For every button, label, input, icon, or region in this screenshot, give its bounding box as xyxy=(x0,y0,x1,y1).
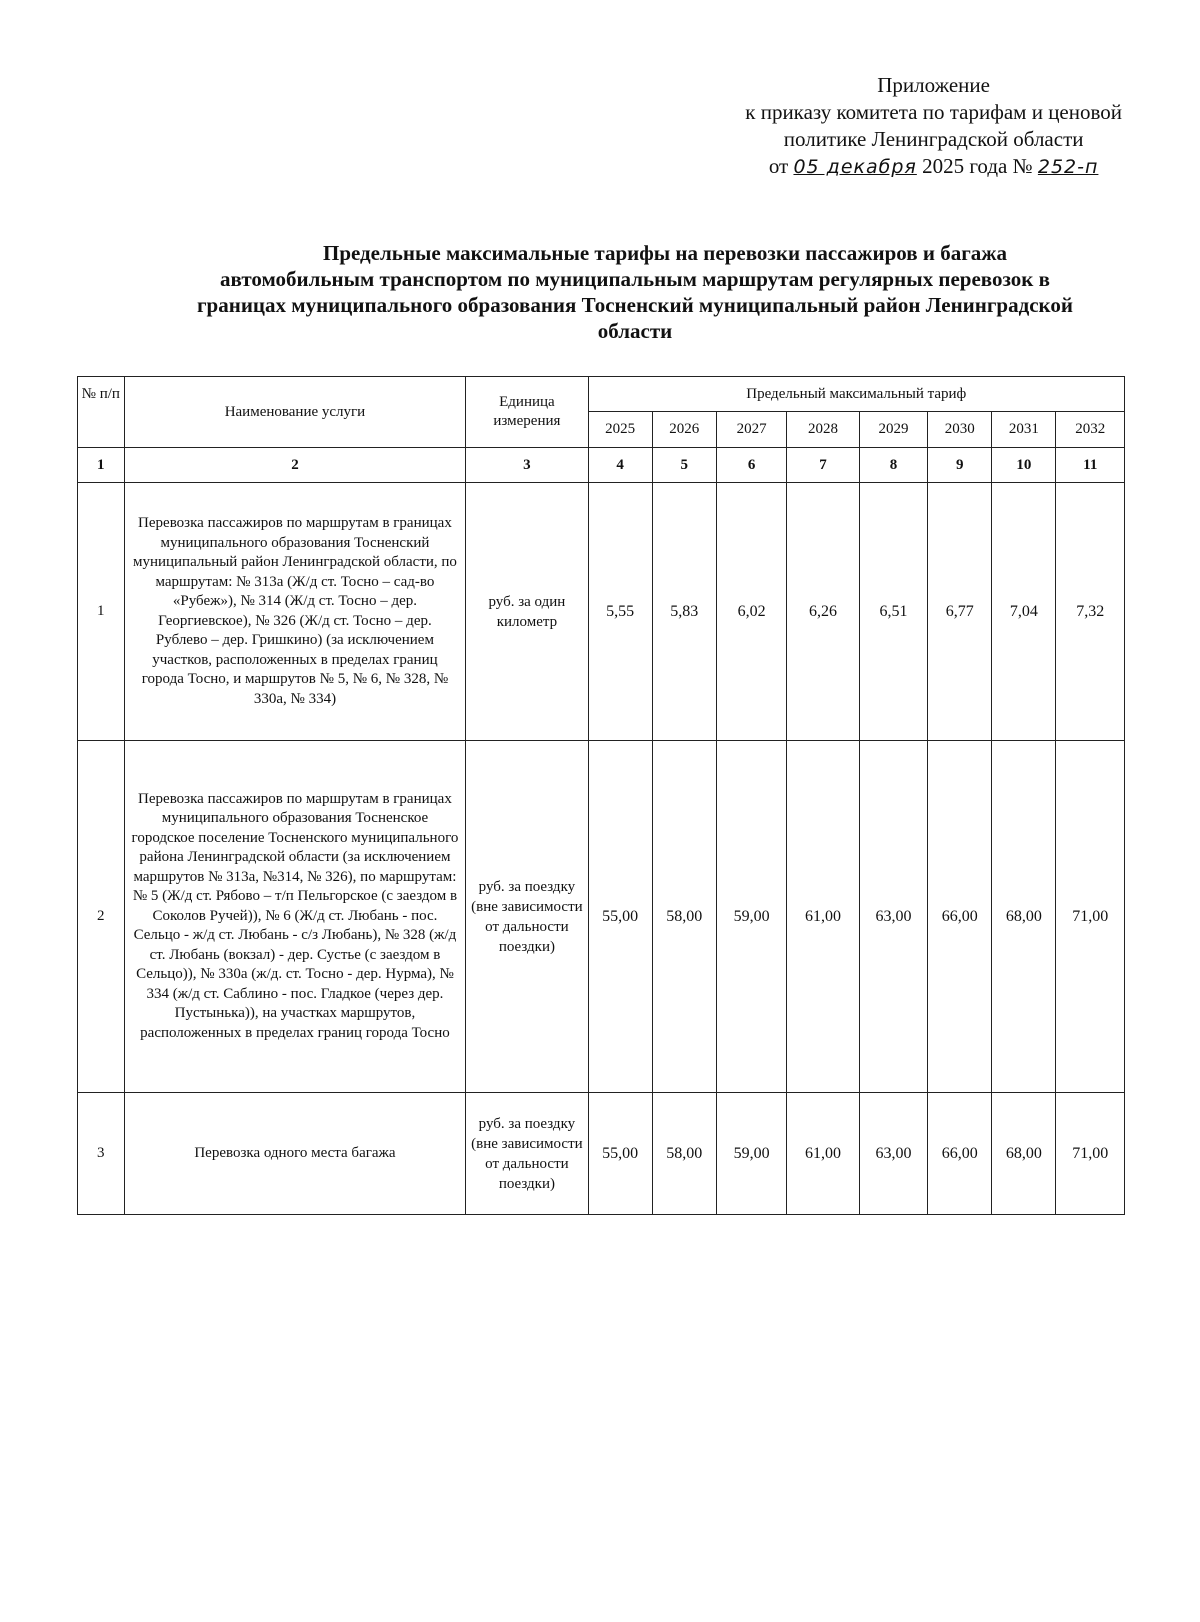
column-number: 3 xyxy=(466,448,588,483)
tariff-value: 6,02 xyxy=(716,483,786,741)
tariff-value: 5,55 xyxy=(588,483,652,741)
title-line-3: границах муниципального образования Тосненский муниципальный район Ленинградской xyxy=(197,293,1073,317)
year-text: 2025 года № xyxy=(922,154,1033,178)
header-row-1 xyxy=(78,377,1125,412)
tariff-value: 58,00 xyxy=(652,741,716,1093)
column-number: 5 xyxy=(652,448,716,483)
title-line-1: Предельные максимальные тарифы на перевозки пассажиров и багажа xyxy=(323,241,1007,265)
tariff-value: 7,32 xyxy=(1056,483,1125,741)
tariff-value: 6,26 xyxy=(787,483,859,741)
appendix-title: Приложение xyxy=(877,73,990,97)
header-year: 2029 xyxy=(859,412,927,448)
handwritten-date: 05 декабря xyxy=(793,156,917,178)
row-number: 3 xyxy=(78,1093,125,1215)
header-year: 2025 xyxy=(588,412,652,448)
tariff-value: 68,00 xyxy=(992,1093,1056,1215)
unit-cell: руб. за поездку (вне зависимости от дальности поездки) xyxy=(466,741,588,1093)
tariff-value: 61,00 xyxy=(787,741,859,1093)
date-prefix: от xyxy=(768,154,789,178)
column-number: 2 xyxy=(124,448,466,483)
tariff-value: 55,00 xyxy=(588,741,652,1093)
header-year: 2028 xyxy=(787,412,859,448)
tariff-value: 5,83 xyxy=(652,483,716,741)
service-name: Перевозка пассажиров по маршрутам в границах муниципального образования Тосненский муниципальный район Ленинградской области, по маршрутам: № 313а (Ж/д ст. Тосно – сад-во «Рубеж»), № 314 (Ж/д ст. Тосно – дер. Георгиевское), № 326 (Ж/д ст. Тосно – дер. Рублево – дер. Гришкино) (за исключением участков, расположенных в пределах границ города Тосно, и маршрутов № 5, № 6, № 328, № 330а, № 334) xyxy=(124,483,466,741)
tariff-value: 66,00 xyxy=(928,741,992,1093)
tariff-value: 71,00 xyxy=(1056,1093,1125,1215)
tariff-value: 6,77 xyxy=(928,483,992,741)
title-line-4: области xyxy=(597,319,673,343)
tariff-value: 6,51 xyxy=(859,483,927,741)
column-number: 11 xyxy=(1056,448,1125,483)
header-num: № п/п xyxy=(78,377,125,448)
row-number: 1 xyxy=(78,483,125,741)
handwritten-order-number: 252-п xyxy=(1037,156,1099,178)
header-year: 2030 xyxy=(928,412,992,448)
service-name: Перевозка одного места багажа xyxy=(124,1093,466,1215)
tariff-value: 66,00 xyxy=(928,1093,992,1215)
tariff-value: 61,00 xyxy=(787,1093,859,1215)
appendix-committee-line: политике Ленинградской области xyxy=(783,127,1084,151)
table-row xyxy=(78,741,1125,1093)
appendix-order-line: к приказу комитета по тарифам и ценовой xyxy=(745,100,1122,124)
tariff-value: 71,00 xyxy=(1056,741,1125,1093)
header-unit: Единица измерения xyxy=(466,377,588,448)
tariff-value: 59,00 xyxy=(716,741,786,1093)
column-number: 6 xyxy=(716,448,786,483)
service-name: Перевозка пассажиров по маршрутам в границах муниципального образования Тосненское городское поселение Тосненского муниципального района Ленинградской области (за исключением маршрутов № 313а, №314, № 326), по маршрутам: № 5 (Ж/д ст. Рябово – т/п Пельгорское (с заездом в Соколов Ручей)), № 6 (Ж/д ст. Любань - пос. Сельцо - ж/д ст. Любань - с/з Любань), № 328 (ж/д ст. Любань (вокзал) - дер. Сустье (с заездом в Сельцо)), № 330а (ж/д. ст. Тосно - дер. Нурма), № 334 (ж/д ст. Саблино - пос. Гладкое (через дер. Пустынька)), на участках маршрутов, расположенных в пределах границ города Тосно xyxy=(124,741,466,1093)
column-number: 7 xyxy=(787,448,859,483)
table-row xyxy=(78,483,1125,741)
document-title xyxy=(110,240,1160,344)
column-number: 10 xyxy=(992,448,1056,483)
column-number: 8 xyxy=(859,448,927,483)
column-numbering-row xyxy=(78,448,1125,483)
column-number: 9 xyxy=(928,448,992,483)
tariff-value: 68,00 xyxy=(992,741,1056,1093)
header-year: 2026 xyxy=(652,412,716,448)
tariff-value: 63,00 xyxy=(859,741,927,1093)
title-line-2: автомобильным транспортом по муниципальным маршрутам регулярных перевозок в xyxy=(220,267,1050,291)
column-number: 1 xyxy=(78,448,125,483)
appendix-date-line xyxy=(745,153,1122,181)
tariff-value: 7,04 xyxy=(992,483,1056,741)
header-service: Наименование услуги xyxy=(124,377,466,448)
header-year: 2031 xyxy=(992,412,1056,448)
unit-cell: руб. за поездку (вне зависимости от дальности поездки) xyxy=(466,1093,588,1215)
unit-cell: руб. за один километр xyxy=(466,483,588,741)
row-number: 2 xyxy=(78,741,125,1093)
header-year: 2027 xyxy=(716,412,786,448)
column-number: 4 xyxy=(588,448,652,483)
tariff-value: 63,00 xyxy=(859,1093,927,1215)
tariff-value: 55,00 xyxy=(588,1093,652,1215)
tariff-value: 59,00 xyxy=(716,1093,786,1215)
header-tariff: Предельный максимальный тариф xyxy=(588,377,1125,412)
appendix-header xyxy=(745,72,1122,181)
table-row xyxy=(78,1093,1125,1215)
tariff-table xyxy=(77,376,1125,1215)
tariff-value: 58,00 xyxy=(652,1093,716,1215)
header-year: 2032 xyxy=(1056,412,1125,448)
